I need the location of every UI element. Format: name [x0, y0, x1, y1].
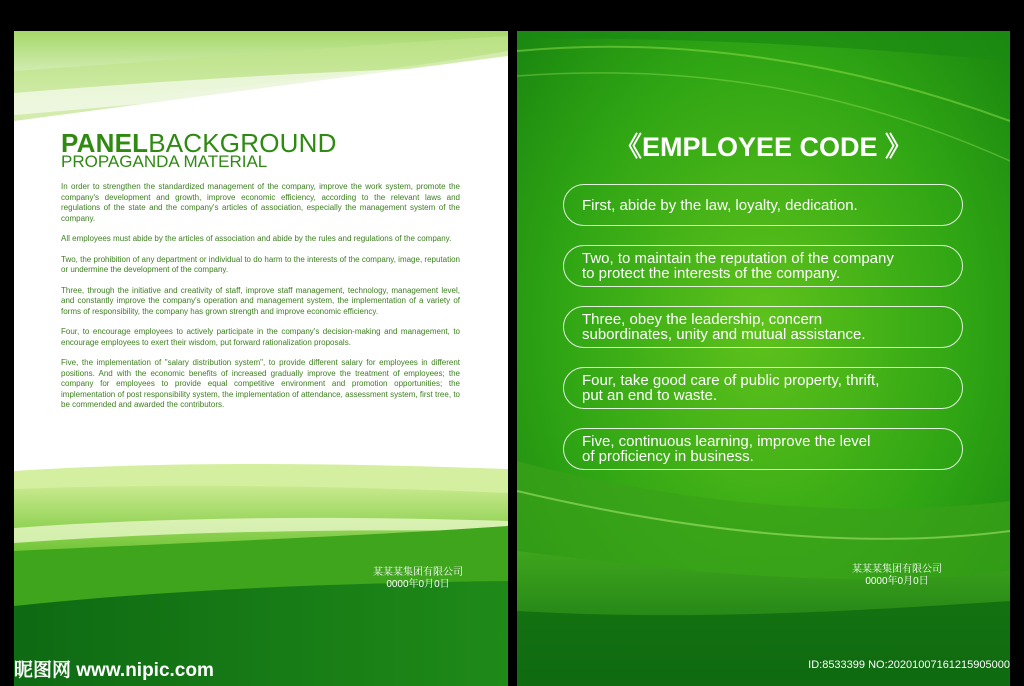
- employee-code-title: 《EMPLOYEE CODE 》: [614, 132, 913, 162]
- code-item: [563, 306, 963, 348]
- paragraph: All employees must abide by the articles of association and abide by the rules and regulations of the company.: [61, 234, 452, 243]
- code-item-line1: Three, obey the leadership, concern: [582, 311, 823, 328]
- page-subtitle: PROPAGANDA MATERIAL: [61, 152, 268, 171]
- code-item-line1: Four, take good care of public property, thrift,: [582, 372, 880, 389]
- code-item-line2: of proficiency in business.: [582, 448, 754, 465]
- company-date: 0000年0月0日: [386, 579, 450, 590]
- code-item-line1: Two, to maintain the reputation of the company: [582, 250, 894, 267]
- body-text: [61, 182, 460, 421]
- title-regular: BACKGROUND: [148, 128, 337, 158]
- code-item: [563, 367, 963, 409]
- right-footer: [817, 564, 977, 588]
- company-name: 某某某集团有限公司: [852, 564, 942, 575]
- watermark-logo: 昵图网 www.nipic.com: [14, 660, 214, 681]
- left-footer: [338, 567, 498, 591]
- company-date: 0000年0月0日: [865, 576, 929, 587]
- watermark-id: ID:8533399 NO:20201007161215905000: [808, 659, 1010, 671]
- code-item-line1: First, abide by the law, loyalty, dedication.: [582, 196, 858, 214]
- company-name: 某某某集团有限公司: [373, 567, 463, 578]
- code-item: [563, 245, 963, 287]
- paragraph: Three, through the initiative and creativity of staff, improve staff management, technology, management level, and constantly improve the company's operation and management system, the implementation of a variety of forms of responsibility, the company has grown strength and improve economic efficiency.: [61, 285, 460, 316]
- code-item: [563, 428, 963, 470]
- paragraph: Five, the implementation of "salary distribution system", to provide different salary for employees in different positions. And with the economic benefits of increased gradually improve the treatment of employees; the company for employees to provide equal competitive environment and promotion opportunities; the implementation of post responsibility system, the implementation of attendance, assessment system, first tree, to be commended and awarded the contributors.: [61, 358, 460, 409]
- code-item-line2: to protect the interests of the company.: [582, 265, 841, 282]
- paragraph: Four, to encourage employees to actively participate in the company's decision-making and management, to encourage employees to exert their wisdom, put forward rationalization proposals.: [61, 327, 460, 347]
- right-panel: [517, 31, 1010, 686]
- code-item-line2: subordinates, unity and mutual assistance.: [582, 326, 866, 343]
- paragraph: Two, the prohibition of any department or individual to do harm to the interests of the company, image, reputation or undermine the development of the company.: [61, 254, 460, 274]
- left-panel: [14, 31, 508, 686]
- paragraph: In order to strengthen the standardized management of the company, improve the work system, promote the company's development and growth, improve economic efficiency, according to the relevant laws and regulations of the state and the company's articles of association, especially the management system of the company.: [61, 182, 460, 223]
- code-item: [563, 184, 963, 226]
- code-item-line2: put an end to waste.: [582, 387, 718, 404]
- code-item-line1: Five, continuous learning, improve the level: [582, 433, 871, 450]
- title-bold: PANEL: [61, 128, 149, 158]
